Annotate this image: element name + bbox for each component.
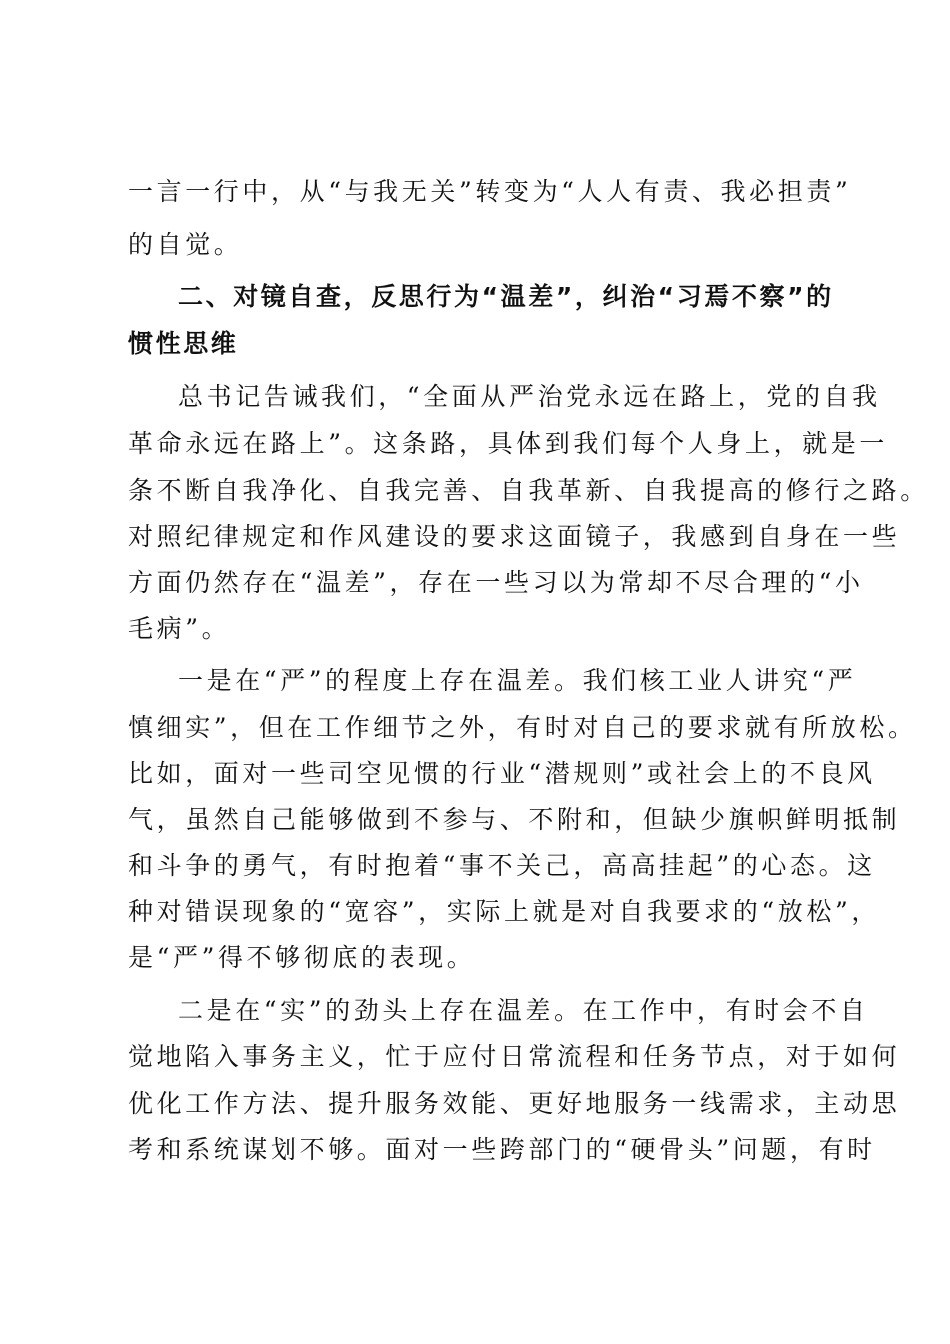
body-text-line: 总书记告诫我们，“全面从严治党永远在路上，党的自我 [178,382,881,411]
body-text-line: 条不断自我净化、自我完善、自我革新、自我提高的修行之路。 [128,476,929,505]
body-text-line: 觉地陷入事务主义，忙于应付日常流程和任务节点，对于如何 [128,1042,901,1071]
body-text-line: 比如，面对一些司空见惯的行业“潜规则”或社会上的不良风 [128,759,876,788]
body-text-line: 方面仍然存在“温差”，存在一些习以为常却不尽合理的“小 [128,568,864,597]
body-text-line: 对照纪律规定和作风建设的要求这面镜子，我感到自身在一些 [128,522,901,551]
body-text-line: 和斗争的勇气，有时抱着“事不关己，高高挂起”的心态。这 [128,851,876,880]
body-text-line: 毛病”。 [128,614,231,643]
body-text-line: 优化工作方法、提升服务效能、更好地服务一线需求，主动思 [128,1089,901,1118]
section-heading-continued: 惯性思维 [128,329,239,358]
body-text-line: 种对错误现象的“宽容”，实际上就是对自我要求的“放松”， [128,897,880,926]
body-text-line: 考和系统谋划不够。面对一些跨部门的“硬骨头”问题，有时 [128,1135,876,1164]
body-text-line: 是“严”得不够彻底的表现。 [128,943,476,972]
body-text-line: 气，虽然自己能够做到不参与、不附和，但缺少旗帜鲜明抵制 [128,805,901,834]
body-text-line: 一是在“严”的程度上存在温差。我们核工业人讲究“严 [178,666,857,695]
body-text-line: 的自觉。 [128,230,243,259]
body-text-line: 二是在“实”的劲头上存在温差。在工作中，有时会不自 [178,996,869,1025]
body-text-line: 一言一行中，从“与我无关”转变为“人人有责、我必担责” [128,177,852,206]
body-text-line: 革命永远在路上”。这条路，具体到我们每个人身上，就是一 [128,429,888,458]
body-text-line: 慎细实”，但在工作细节之外，有时对自己的要求就有所放松。 [128,713,917,742]
section-heading: 二、对镜自查，反思行为“温差”，纠治“习焉不察”的 [178,282,834,311]
